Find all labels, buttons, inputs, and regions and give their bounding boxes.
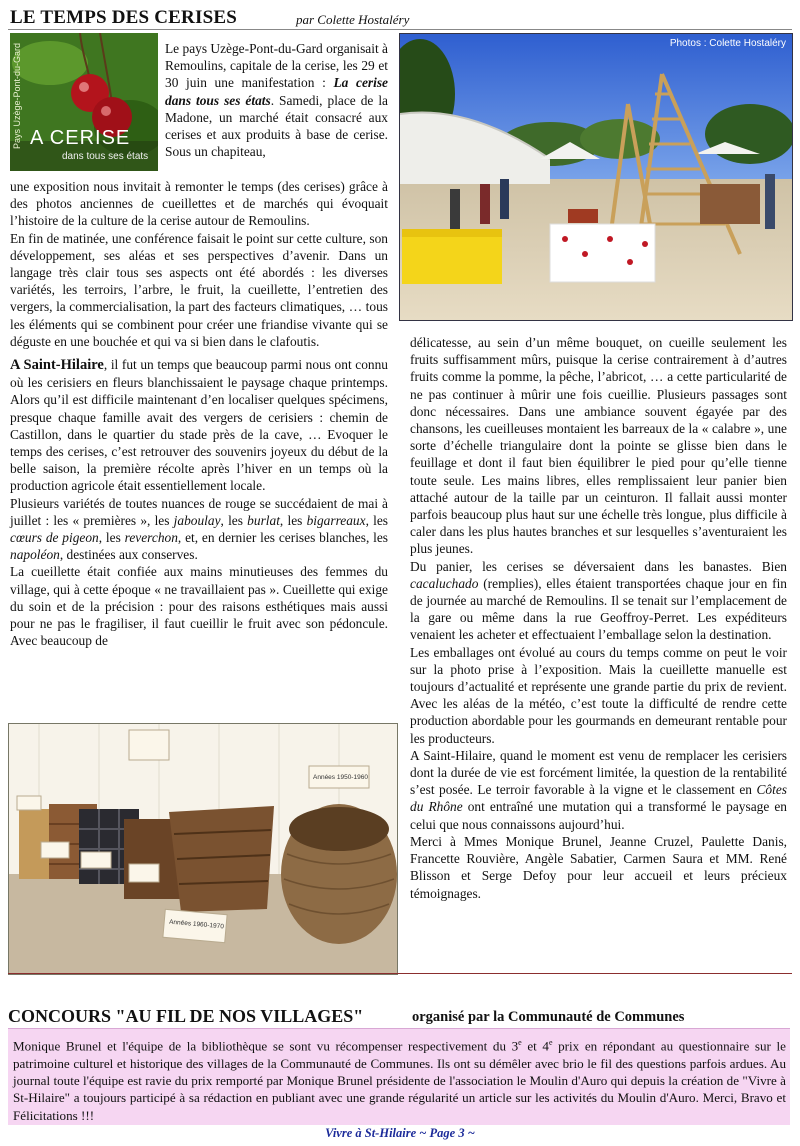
varieties-sep: , les	[279, 512, 307, 528]
ordinal-sup: e	[518, 1038, 522, 1047]
variety-burlat: burlat	[247, 512, 280, 528]
varieties-sep: , les	[365, 512, 389, 528]
word-cacaluchado: cacaluchado	[410, 575, 479, 591]
crates-scene	[9, 724, 397, 974]
ordinal-sup: e	[548, 1038, 553, 1047]
contest-text: et 4	[521, 1038, 549, 1054]
variety-napoleon: napoléon	[10, 547, 60, 563]
contest-body	[8, 1029, 790, 1124]
basket-paragraph	[410, 558, 787, 644]
market-photo	[399, 33, 793, 321]
variety-coeurs-de-pigeon: cœurs de pigeon	[10, 530, 99, 546]
future-text: A Saint-Hilaire, quand le moment est venu de remplacer les cerisiers dont la durée de vie est forcément limitée, la question de la rentabilité s’est posée. Le terroir favorable à la vigne et le classement en	[410, 747, 787, 798]
contest-box	[8, 1028, 790, 1125]
variety-jaboulay: jaboulay	[173, 512, 221, 528]
varieties-sep: , les	[220, 512, 248, 528]
cotes-du-rhone: Côtes du Rhône	[410, 782, 787, 815]
contest-organizer: organisé par la Communauté de Communes	[412, 1009, 685, 1025]
variety-reverchon: reverchon	[124, 530, 178, 546]
intro-after-title-part: . Samedi, place de la Madone, un marché était consacré aux cerises et aux produits à base de cerise. Sous un chapiteau,	[165, 92, 388, 160]
photo-credit: Photos : Colette Hostaléry	[669, 38, 786, 49]
contest-text: prix en répondant au questionnaire sur le patrimoine culturel et historique des villages de la Communauté de Communes. Ils ont su démêler avec brio le fil des questions parfois ardues. Au journal toute l'équipe est ravie du prix remporté par Monique Brunel présidente de l'association le Moulin d'Auro qui depuis la création de "Vivre à St-Hilaire" a toujours participé à sa rédaction en publiant avec une grande régularité un article sur les activités du Moulin d'Auro. Merci, Bravo et Félicitations !!!	[13, 1038, 786, 1123]
poster-tagline: dans tous ses états	[62, 151, 149, 162]
varieties-text: , et, en dernier les cerises blanches, les	[177, 530, 388, 546]
intro-paragraph-bottom	[10, 178, 388, 649]
thanks-paragraph: Merci à Mmes Monique Brunel, Jeanne Cruzel, Paulette Danis, Francette Rouvière, Angèle Sabatier, Carmen Saura et MM. René Blisson et Serge Defoy pour leur accueil et leurs précieux témoignages.	[410, 833, 787, 901]
varieties-text: Plusieurs variétés de toutes nuances de rouge se succédaient de mai à juillet : les « premières », les	[10, 495, 388, 528]
article-title: LE TEMPS DES CERISES	[10, 7, 237, 28]
packaging-exhibit-photo	[8, 723, 398, 975]
cherry-poster-image	[10, 33, 158, 171]
future-text: ont entraîné une mutation qui a transformé le paysage en celui que nous connaissons aujourd’hui.	[410, 799, 787, 832]
market-scene	[400, 34, 792, 320]
varieties-text: , destinées aux conserves.	[59, 547, 198, 563]
saint-hilaire-lead: A Saint-Hilaire	[10, 357, 104, 374]
poster-vertical-text: Pays Uzège-Pont-du-Gard	[12, 42, 22, 149]
intro-continuation: une exposition nous invitait à remonter le temps (des cerises) grâce à des photos anciennes de cueillettes et de marchés qui évoquait l’histoire de la culture de la cerise autour de Remoulins.	[10, 179, 388, 229]
varieties-sep: , les	[98, 530, 125, 546]
picking-paragraph-right: délicatesse, au sein d’un même bouquet, on cueille seulement les fruits suffisamment mûrs, puisque la cerise contrairement à d’autres fruits comme la pomme, la pêche, l’abricot, … a cette particularité de ne pas continuer à mûrir une fois cueillie. Plusieurs passages sont donc nécessaires. Dans une ambiance souvent égayée par des chansons, les cueilleuses montaient les barreaux de la « calabre », une sorte d’échelle triangulaire dont la pointe se glisse bien dans le feuillage et dont il faut bien équilibrer le pied pour qu’elle tienne toute seule. Les mains libres, elles remplissaient leur panier bien attaché autour de la taille par un ceinturon. Il fallait aussi monter parfois beaucoup plus haut sur une échelle très longue, plus difficile à caler dans les plus hautes branches et sur lesquelles s’aventuraient les plus jeunes.	[410, 335, 787, 557]
picking-paragraph-left: La cueillette était confiée aux mains minutieuses des femmes du village, qui à cette époque « ne travaillaient pas ». Cueillette qui exige du soin et de la précision : pour des raisons esthétiques mais aussi pour ne pas le fragiliser, il faut cueillir le fruit avec son pédoncule. Avec beaucoup de	[10, 564, 388, 649]
header-rule	[8, 29, 792, 30]
right-column	[410, 334, 787, 902]
event-title: La cerise dans tous ses états	[165, 75, 388, 108]
varieties-paragraph	[10, 495, 388, 564]
intro-before-title: Le pays Uzège-Pont-du-Gard organisait à Remoulins, capitale de la cerise, les 29 et 30 juin une manifestation :	[165, 41, 388, 91]
article-byline: par Colette Hostaléry	[296, 12, 410, 27]
label-1960s: Années 1960-1970	[168, 918, 225, 931]
page-footer: Vivre à St-Hilaire ~ Page 3 ~	[325, 1126, 475, 1140]
poster-brand: A CERISE	[30, 127, 131, 149]
basket-text: (remplies), elles étaient transportées chaque jour en fin de journée au marché de Remoulins. Il se tenait sur l’emplacement de la gare ou même dans la rue Geoffroy-Perret. Les expéditeurs venaient les acheter et effectuaient l’emballage selon la destination.	[410, 575, 787, 643]
saint-hilaire-rest: , il fut un temps que beaucoup parmi nous ont connu où les cerisiers en fleurs blanchissaient le paysage chaque printemps. Alors qu’il est difficile maintenant d’en localiser quelques spécimens, presque chaque famille avait des vergers de cerisiers : chemin de Castillon, dans le quartier du stade près de la cave, … Evoquer le temps des cerises, c’est retrouver des souvenirs joyeux du début de la belle saison, la première récolte après l’hiver en un temps où la production agricole était essentiellement locale.	[10, 357, 388, 494]
future-paragraph	[410, 747, 787, 833]
intro-paragraph-top	[165, 40, 388, 160]
label-1950s: Années 1950-1960	[313, 774, 368, 781]
contest-text: Monique Brunel et l'équipe de la bibliothèque se sont vu récompenser respectivement du 3	[13, 1038, 519, 1054]
packaging-paragraph: Les emballages ont évolué au cours du temps comme on peut le voir sur la photo prise à l’exposition. Mais la cueillette manuelle est toujours d’actualité et représente une grande partie du prix de revient. Avec les aléas de la météo, c’est toute la difficulté de rendre cette production abordable pour les gourmands en demeurant rentable pour les producteurs.	[410, 644, 787, 746]
saint-hilaire-paragraph	[10, 356, 388, 495]
variety-bigarreaux: bigarreaux	[306, 512, 366, 528]
conference-paragraph: En fin de matinée, une conférence faisait le point sur cette culture, son développement, ses aléas et ses perspectives d’avenir. Dans un langage très clair tous ses aspects ont été abordés : les diverses variétés, les terroirs, l’arbre, le fruit, la cueillette, l’entretien des vergers, la commercialisation, la part des facteurs climatiques, … tous les éléments qui se combinent pour créer une friandise vivante qui se déguste en une bouchée et qui va si bien dans le clafoutis.	[10, 230, 388, 349]
contest-title: CONCOURS "AU FIL DE NOS VILLAGES"	[8, 1006, 364, 1026]
section-separator	[8, 973, 792, 974]
basket-text: Du panier, les cerises se déversaient dans les banastes. Bien	[410, 558, 787, 574]
